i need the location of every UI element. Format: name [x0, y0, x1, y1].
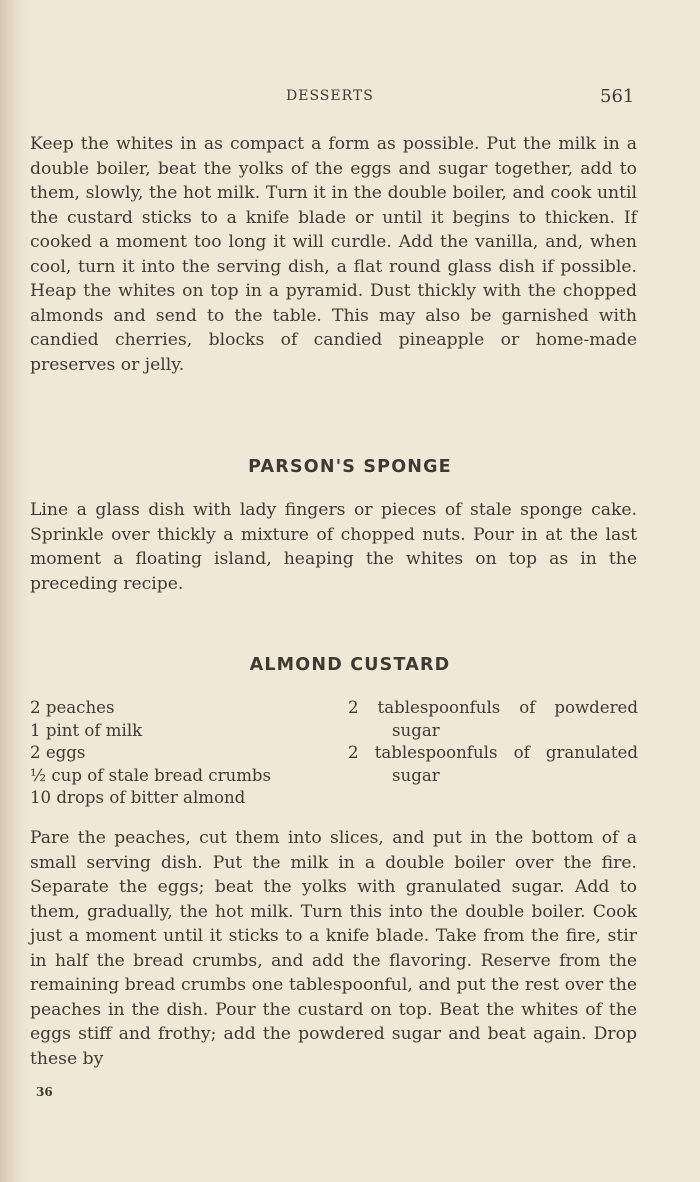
running-head: DESSERTS	[286, 88, 374, 104]
ingredients-left-column	[30, 697, 350, 810]
intro-paragraph: Keep the whites in as compact a form as possible. Put the milk in a double boiler, beat the yolks of the eggs and sugar together, add to them, slowly, the hot milk. Turn it in the double boiler, and cook until the custard sticks to a knife blade or until it begins to thicken. If cooked a moment too long it will curdle. Add the vanilla, and, when cool, turn it into the serving dish, a flat round glass dish if possible. Heap the whites on top in a pyramid. Dust thickly with the chopped almonds and send to the table. This may also be garnished with candied cherries, blocks of candied pineapple or home-made preserves or jelly.	[30, 134, 637, 375]
signature-mark: 36	[36, 1085, 53, 1099]
ingredient-line-continued: sugar	[392, 765, 440, 785]
page-header	[0, 86, 700, 110]
ingredient-line: 2 tablespoonfuls of granulated	[348, 743, 638, 762]
ingredients-right-column	[348, 697, 638, 787]
ingredient-line-continued: sugar	[392, 720, 440, 740]
ingredient-item: 2 peaches	[30, 698, 115, 717]
ingredient-item: 10 drops of bitter almond	[30, 788, 246, 807]
ingredient-line: 2 tablespoonfuls of powdered	[348, 698, 638, 717]
ingredient-item: 2 eggs	[30, 743, 86, 762]
page-number: 561	[600, 86, 635, 107]
ingredient-item: ½ cup of stale bread crumbs	[30, 765, 272, 785]
section-title-parsons-sponge: PARSON'S SPONGE	[248, 457, 452, 477]
section-title-almond-custard: ALMOND CUSTARD	[249, 655, 451, 675]
ingredient-item: 1 pint of milk	[30, 720, 143, 740]
parsons-sponge-body: Line a glass dish with lady fingers or pieces of stale sponge cake. Sprinkle over thickly a mixture of chopped nuts. Pour in at the last moment a floating island, heaping the whites on top as in the preceding recipe.	[30, 500, 637, 594]
ingredient-item	[348, 742, 638, 787]
almond-custard-body: Pare the peaches, cut them into slices, and put in the bottom of a small serving dish. Put the milk in a double boiler over the fire. Separate the eggs; beat the yolks with granulated sugar. Add to them, gradually, the hot milk. Turn this into the double boiler. Cook just a moment until it sticks to a knife blade. Take from the fire, stir in half the bread crumbs, and add the flavoring. Reserve from the remaining bread crumbs one tablespoonful, and put the rest over the peaches in the dish. Pour the custard on top. Beat the whites of the eggs stiff and frothy; add the powdered sugar and beat again. Drop these by	[30, 828, 637, 1069]
ingredient-item	[348, 697, 638, 742]
